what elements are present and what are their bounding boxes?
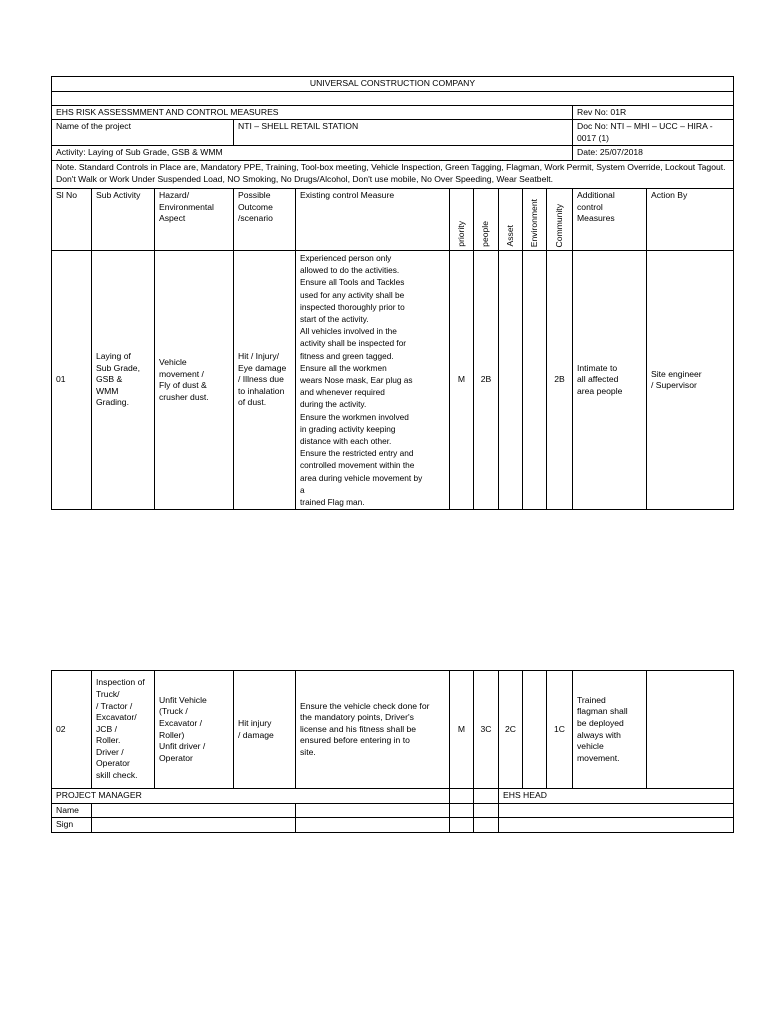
rev-no: Rev No: 01R (573, 105, 734, 120)
footer-cell (474, 789, 499, 804)
risk-assessment-table-continued (51, 670, 734, 833)
row-action-by (647, 671, 734, 789)
row-community: 1C (547, 671, 573, 789)
row-hazard: Unfit Vehicle (Truck / Excavator / Roller) Unfit driver / Operator (155, 671, 234, 789)
row-people: 3C (474, 671, 499, 789)
ehs-head-label: EHS HEAD (499, 789, 734, 804)
pm-name-field (92, 803, 296, 818)
date: Date: 25/07/2018 (573, 146, 734, 161)
header-sl-no: Sl No (52, 188, 92, 250)
ehs-sign-field (499, 818, 734, 833)
company-name: UNIVERSAL CONSTRUCTION COMPANY (52, 77, 734, 92)
row-sl-no: 02 (52, 671, 92, 789)
header-additional-control: Additional control Measures (573, 188, 647, 250)
row-existing-control: Ensure the vehicle check done for the mandatory points, Driver's license and his fitness shall be ensured before entering in to site. (296, 671, 450, 789)
risk-assessment-table (51, 76, 734, 510)
header-existing-control: Existing control Measure (296, 188, 450, 250)
row-asset: 2C (499, 671, 523, 789)
row-additional-control: Intimate to all affected area people (573, 250, 647, 509)
header-environment: Environment (523, 188, 547, 250)
project-label: Name of the project (52, 120, 234, 146)
row-outcome: Hit injury / damage (234, 671, 296, 789)
pm-sign-field (92, 818, 296, 833)
row-sl-no: 01 (52, 250, 92, 509)
doc-no: Doc No: NTI – MHI – UCC – HIRA - 0017 (1) (573, 120, 734, 146)
header-priority: priority (450, 188, 474, 250)
blank-row (52, 91, 734, 105)
header-people: people (474, 188, 499, 250)
header-sub-activity: Sub Activity (92, 188, 155, 250)
row-sub-activity: Laying of Sub Grade, GSB & WMM Grading. (92, 250, 155, 509)
activity: Activity: Laying of Sub Grade, GSB & WMM (52, 146, 573, 161)
sign-label: Sign (52, 818, 92, 833)
table-row (52, 671, 734, 789)
row-sub-activity: Inspection of Truck/ / Tractor / Excavator/ JCB / Roller. Driver / Operator skill check. (92, 671, 155, 789)
row-environment (523, 250, 547, 509)
ehs-name-field (499, 803, 734, 818)
row-action-by: Site engineer / Supervisor (647, 250, 734, 509)
name-label: Name (52, 803, 92, 818)
row-outcome: Hit / Injury/ Eye damage / Illness due to inhalation of dust. (234, 250, 296, 509)
header-hazard: Hazard/ Environmental Aspect (155, 188, 234, 250)
header-asset: Asset (499, 188, 523, 250)
project-manager-label: PROJECT MANAGER (52, 789, 450, 804)
standard-controls-note: Note. Standard Controls in Place are, Mandatory PPE, Training, Tool-box meeting, Vehicle Inspection, Green Tagging, Flagman, Work Permit, System Override, Lockout Tagout. Don't Walk or Work Under Suspended Load, NO Smoking, No Drugs/Alcohol, Don't use mobile, No Over Speeding, Wear Seatbelt. (52, 160, 734, 188)
row-priority: M (450, 250, 474, 509)
footer-cell (474, 803, 499, 818)
table-row (52, 250, 734, 509)
row-asset (499, 250, 523, 509)
row-additional-control: Trained flagman shall be deployed always with vehicle movement. (573, 671, 647, 789)
project-name: NTI – SHELL RETAIL STATION (234, 120, 573, 146)
footer-cell (450, 803, 474, 818)
row-people: 2B (474, 250, 499, 509)
footer-cell (296, 818, 450, 833)
footer-cell (474, 818, 499, 833)
doc-title: EHS RISK ASSESSMMENT AND CONTROL MEASURES (52, 105, 573, 120)
header-outcome: Possible Outcome /scenario (234, 188, 296, 250)
row-environment (523, 671, 547, 789)
footer-cell (450, 818, 474, 833)
header-community: Community (547, 188, 573, 250)
footer-cell (296, 803, 450, 818)
row-community: 2B (547, 250, 573, 509)
footer-cell (450, 789, 474, 804)
header-action-by: Action By (647, 188, 734, 250)
row-priority: M (450, 671, 474, 789)
row-hazard: Vehicle movement / Fly of dust & crusher dust. (155, 250, 234, 509)
row-existing-control: Experienced person only allowed to do the activities. Ensure all Tools and Tackles used for any activity shall be inspected thoroughly prior to start of the activity. All vehicles involved in the activity shall be inspected for fitness and green tagged. Ensure all the workmen wears Nose mask, Ear plug as and whenever required during the activity. Ensure the workmen involved in grading activity keeping distance with each other. Ensure the restricted entry and controlled movement within the area during vehicle movement by a trained Flag man. (296, 250, 450, 509)
